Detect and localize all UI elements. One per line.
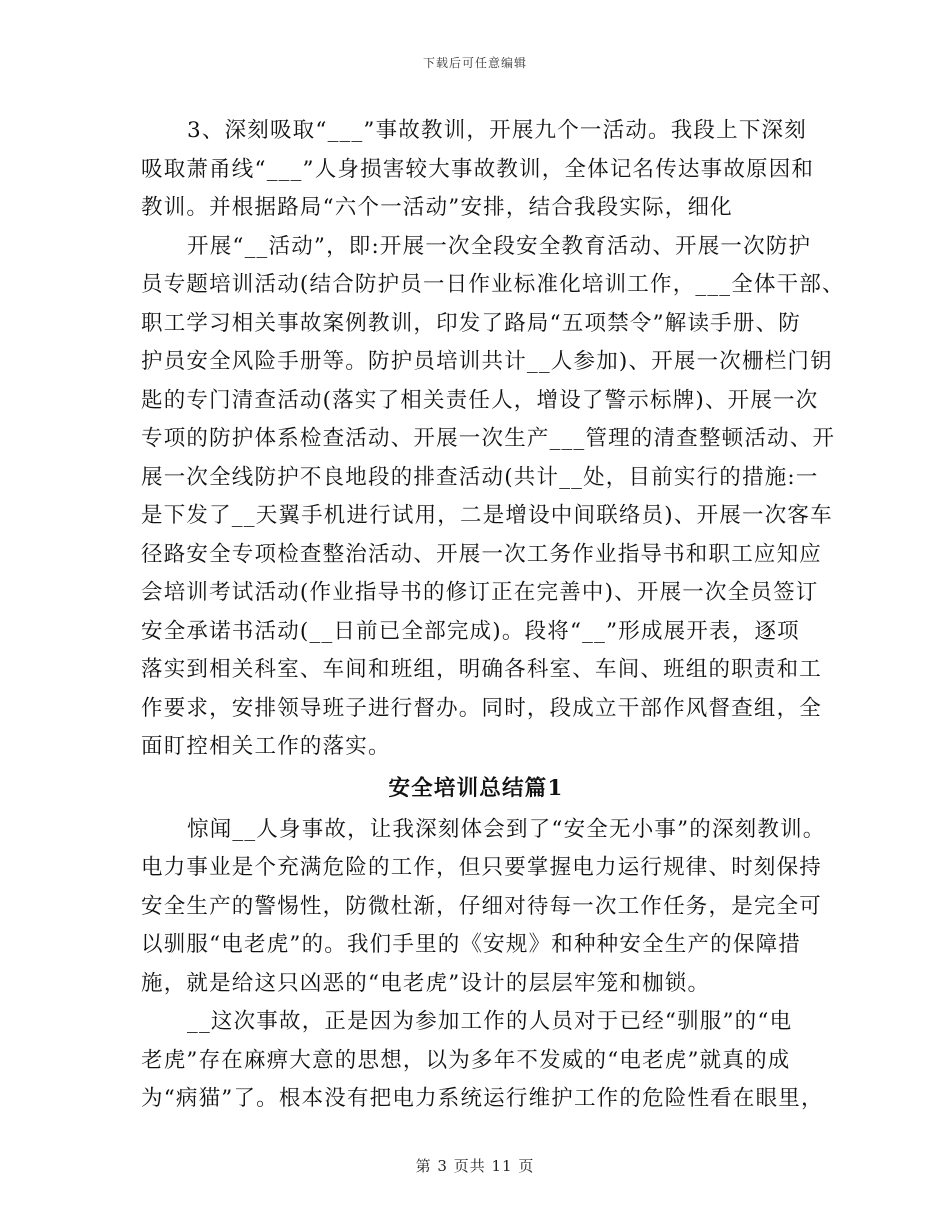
document-body <box>141 112 845 1119</box>
paragraph-line: 作要求，安排领导班子进行督办。同时，段成立干部作风督查组，全 <box>141 695 823 721</box>
paragraph-line: 是下发了__天翼手机进行试用，二是增设中间联络员)、开展一次客车 <box>141 503 833 528</box>
paragraph-line: 教训。并根据路局“六个一活动”安排，结合我段实际，细化 <box>141 195 733 220</box>
paragraph-line: 施，就是给这只凶恶的“电老虎”设计的层层牢笼和枷锁。 <box>141 970 711 996</box>
paragraph-line: 3、深刻吸取“___”事故教训，开展九个一活动。我段上下深刻 <box>187 118 807 143</box>
paragraph-line: 以驯服“电老虎”的。我们手里的《安规》和种种安全生产的保障措 <box>141 932 801 957</box>
paragraph-line: 护员安全风险手册等。防护员培训共计__人参加)、开展一次栅栏门钥 <box>141 349 833 374</box>
paragraph-line: 落实到相关科室、车间和班组，明确各科室、车间、班组的职责和工 <box>141 657 823 682</box>
paragraph-line: 会培训考试活动(作业指导书的修订正在完善中)、开展一次全员签订 <box>141 580 819 605</box>
paragraph-line: 老虎”存在麻痹大意的思想，以为多年不发威的“电老虎”就真的成 <box>141 1047 791 1073</box>
paragraph-line: 径路安全专项检查整治活动、开展一次工务作业指导书和职工应知应 <box>141 541 823 567</box>
paragraph-line: __这次事故，正是因为参加工作的人员对于已经“驯服”的“电 <box>187 1009 793 1034</box>
paragraph-line: 面盯控相关工作的落实。 <box>141 734 391 759</box>
paragraph-line: 惊闻__人身事故，让我深刻体会到了“安全无小事”的深刻教训。 <box>187 816 826 842</box>
paragraph-line: 员专题培训活动(结合防护员一日作业标准化培训工作，___全体干部、 <box>141 272 845 297</box>
paragraph-line: 展一次全线防护不良地段的排查活动(共计__处，目前实行的措施:一 <box>141 464 819 490</box>
header-note: 下载后可任意编辑 <box>422 56 527 70</box>
paragraph-line: 吸取萧甬线“___”人身损害较大事故教训，全体记名传达事故原因和 <box>141 156 815 182</box>
paragraph-line: 电力事业是个充满危险的工作，但只要掌握电力运行规律、时刻保持 <box>141 855 823 880</box>
page-footer: 第 3 页共 11 页 <box>415 1157 535 1175</box>
paragraph-line: 专项的防护体系检查活动、开展一次生产___管理的清查整顿活动、开 <box>141 426 836 451</box>
paragraph-line: 安全承诺书活动(__日前已全部完成)。段将“__”形成展开表，逐项 <box>141 618 800 644</box>
paragraph-line: 安全生产的警惕性，防微杜渐，仔细对待每一次工作任务，是完全可 <box>141 893 823 919</box>
paragraph-line: 职工学习相关事故案例教训，印发了路局“五项禁令”解读手册、防 <box>141 310 801 336</box>
section-title: 安全培训总结篇1 <box>388 775 564 801</box>
paragraph-line: 为“病猫”了。根本没有把电力系统运行维护工作的危险性看在眼里， <box>141 1086 824 1111</box>
paragraph-line: 匙的专门清查活动(落实了相关责任人，增设了警示标牌)、开展一次 <box>141 387 819 413</box>
paragraph-line: 开展“__活动”，即:开展一次全段安全教育活动、开展一次防护 <box>187 233 812 259</box>
